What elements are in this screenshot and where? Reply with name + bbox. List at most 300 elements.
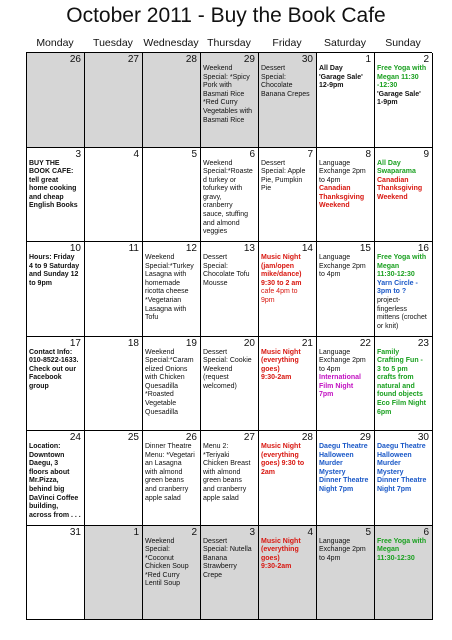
day-number: 7 (307, 148, 313, 160)
event-text-line: Vegetables with (203, 107, 253, 115)
event-block (29, 349, 83, 392)
event-text-line: DaVinci Coffee (29, 494, 79, 502)
event-text-line: 12-9pm (319, 82, 344, 90)
event-block (203, 538, 257, 581)
event-text-line: homemade (145, 279, 181, 287)
event-block (377, 349, 431, 418)
event-text-line: (everything (261, 357, 299, 365)
event-text-line: Free Yoga with (377, 65, 427, 72)
event-block (319, 374, 373, 400)
event-text-line: BUY THE (29, 159, 60, 167)
event-text-line: an Lasagna (145, 460, 182, 468)
event-text-line: Special:*Roaste (203, 168, 253, 176)
event-text-line: fingerless (377, 305, 407, 313)
event-block (377, 443, 431, 495)
event-block (377, 177, 431, 203)
day-number: 13 (243, 243, 255, 254)
event-text-line: Special: (145, 546, 170, 554)
event-text-line: to 4pm (319, 176, 341, 184)
event-block (145, 254, 199, 323)
event-text-line: Weekend (145, 348, 175, 356)
event-block (203, 160, 257, 237)
event-text-line: BOOK CAFE: (29, 168, 74, 176)
event-block (145, 538, 199, 590)
day-cell (375, 337, 433, 432)
event-block (261, 349, 315, 383)
weekday-label: Saturday (323, 37, 367, 49)
day-cell (143, 526, 201, 621)
event-text-line: Night 7pm (377, 485, 412, 493)
event-text-line: 4 to 9 Saturday (29, 262, 80, 270)
event-text-line: Weekend (203, 65, 233, 72)
event-block (377, 160, 431, 177)
event-block (261, 443, 315, 477)
event-text-line: Special:*Caram (145, 357, 194, 365)
event-text-line: veggies (203, 228, 228, 236)
event-block (261, 65, 315, 99)
event-text-line: *Roasted (145, 391, 174, 399)
event-text-line: Weekend (145, 537, 175, 545)
calendar-grid (26, 52, 432, 620)
day-number: 21 (301, 337, 313, 349)
event-text-line: Chocolate Tofu (203, 271, 250, 279)
day-cell (375, 431, 433, 526)
event-text-line: (everything (261, 451, 299, 459)
day-cell (201, 242, 259, 337)
day-number: 3 (249, 526, 255, 538)
event-text-line: floors about (29, 468, 70, 476)
event-text-line: Dinner Theatre (319, 477, 369, 485)
event-text-line: Crafting Fun - (377, 357, 423, 365)
day-cell (85, 526, 143, 621)
event-text-line: Dessert (261, 159, 286, 167)
event-block (29, 254, 83, 288)
event-text-line: Music Night (261, 254, 301, 261)
event-text-line: 'Garage Sale' (319, 73, 363, 81)
day-number: 29 (359, 432, 371, 443)
event-block (203, 443, 257, 503)
day-number: 31 (69, 526, 81, 538)
day-cell (259, 242, 317, 337)
event-text-line: Mr.Pizza, (29, 477, 59, 485)
event-block (261, 160, 315, 194)
event-text-line: Lasagna with (145, 305, 187, 313)
event-text-line: group (29, 382, 49, 390)
day-number: 4 (133, 148, 139, 160)
day-number: 27 (243, 432, 255, 443)
event-text-line: Dessert (261, 65, 286, 72)
event-block (377, 91, 431, 108)
day-cell (375, 148, 433, 243)
event-text-line: apple salad (203, 494, 239, 502)
event-text-line: (everything (261, 546, 299, 554)
event-text-line: goes) 9:30 to (261, 460, 305, 468)
day-number: 4 (307, 526, 313, 538)
event-block (145, 443, 199, 503)
event-text-line: Menu: *Vegetari (145, 451, 195, 459)
event-text-line: Basmati Rice (203, 116, 245, 124)
event-block (377, 280, 431, 297)
event-text-line: goes) (261, 554, 280, 562)
event-text-line: Pie (261, 185, 272, 193)
event-text-line: cranberry (203, 202, 233, 210)
event-text-line: ricotta cheese (145, 288, 189, 296)
day-number: 20 (243, 337, 255, 349)
day-cell (85, 431, 143, 526)
event-text-line: Dinner Theatre (377, 477, 427, 485)
event-text-line: 6pm (377, 408, 392, 416)
event-text-line: Special: Nutella (203, 546, 252, 554)
day-number: 28 (301, 432, 313, 443)
event-text-line: Weekend (203, 365, 233, 373)
event-text-line: Dessert (203, 537, 228, 545)
day-number: 16 (417, 243, 429, 254)
event-block (319, 443, 373, 495)
event-text-line: Language (319, 537, 351, 545)
day-number: 30 (301, 54, 313, 65)
event-text-line: Daegu, 3 (29, 460, 59, 468)
event-text-line: welcomed) (203, 382, 237, 390)
day-cell (259, 53, 317, 148)
day-number: 27 (127, 54, 139, 65)
event-block (319, 254, 373, 280)
event-text-line: Quesadilla (145, 382, 179, 390)
day-cell (317, 431, 375, 526)
event-text-line: Halloween (319, 451, 354, 459)
event-text-line: Special:*Turkey (145, 262, 194, 270)
day-number: 23 (417, 337, 429, 349)
event-text-line: 11:30-12:30 (377, 554, 415, 562)
event-text-line: Special: (203, 262, 228, 270)
event-text-line: Exchange 2pm (319, 546, 366, 554)
weekday-label: Sunday (385, 37, 421, 49)
event-text-line: Film Night (319, 382, 354, 390)
event-text-line: Free Yoga with (377, 537, 427, 545)
event-text-line: cafe 4pm to (261, 288, 298, 296)
event-text-line: Lentil Soup (145, 580, 181, 588)
day-cell (375, 526, 433, 621)
event-text-line: Quesadilla (145, 408, 179, 416)
day-cell (201, 53, 259, 148)
event-text-line: Megan (377, 262, 400, 270)
event-text-line: 9pm (261, 296, 275, 304)
event-block (377, 297, 431, 331)
event-text-line: Weekend (203, 159, 233, 167)
event-text-line: Weekend (319, 202, 350, 210)
event-text-line: tell great (29, 176, 59, 184)
day-number: 26 (69, 54, 81, 65)
event-block (377, 65, 431, 91)
day-number: 5 (191, 148, 197, 160)
day-number: 10 (69, 243, 81, 254)
event-text-line: Megan 11:30 (377, 73, 419, 81)
event-text-line: 3 to 5 pm (377, 365, 408, 373)
event-text-line: Canadian (319, 185, 351, 193)
event-text-line: Strawberry (203, 563, 237, 571)
event-text-line: and cranberry (145, 485, 189, 493)
day-cell (27, 53, 85, 148)
day-number: 30 (417, 432, 429, 443)
event-block (319, 185, 373, 211)
event-text-line: 2am (261, 468, 276, 476)
event-text-line: Facebook (29, 374, 62, 382)
event-text-line: Music Night (261, 348, 301, 356)
event-text-line: Mousse (203, 279, 228, 287)
event-text-line: Exchange 2pm (319, 168, 366, 176)
event-text-line: home cooking (29, 185, 77, 193)
event-text-line: Halloween (377, 451, 412, 459)
event-text-line: or knit) (377, 322, 399, 330)
day-number: 19 (185, 337, 197, 349)
event-text-line: goes) (261, 365, 280, 373)
day-number: 2 (191, 526, 197, 538)
event-block (261, 538, 315, 572)
event-text-line: Contact Info: (29, 348, 73, 356)
day-number: 1 (365, 54, 371, 65)
day-cell (317, 148, 375, 243)
event-text-line: and cranberry (203, 485, 247, 493)
day-number: 18 (127, 337, 139, 349)
event-text-line: Pie, Pumpkin (261, 176, 303, 184)
event-block (261, 288, 315, 305)
event-text-line: gravy, (203, 193, 222, 201)
event-text-line: found objects (377, 391, 423, 399)
event-text-line: Eco Film Night (377, 400, 426, 408)
event-text-line: Thanksgiving (319, 193, 365, 201)
day-number: 12 (185, 243, 197, 254)
event-text-line: Dinner Theatre (145, 443, 192, 450)
event-text-line: green beans (145, 477, 184, 485)
event-text-line: Thanksgiving (377, 185, 423, 193)
event-text-line: Swaparama (377, 168, 416, 176)
event-text-line: Chicken Soup (145, 563, 189, 571)
event-text-line: Dessert (203, 254, 228, 261)
day-cell (85, 53, 143, 148)
day-number: 9 (423, 148, 429, 160)
event-text-line: Yarn Circle - (377, 279, 418, 287)
event-text-line: 11:30-12:30 (377, 271, 415, 279)
event-text-line: to 9pm (29, 279, 52, 287)
event-block (377, 254, 431, 280)
weekday-label: Wednesday (143, 37, 199, 49)
day-cell (317, 337, 375, 432)
weekday-label: Thursday (207, 37, 251, 49)
calendar-title: October 2011 - Buy the Book Cafe (66, 4, 386, 27)
event-text-line: Basmati Rice (203, 90, 245, 98)
event-text-line: Music Night (261, 537, 301, 545)
event-block (261, 254, 315, 288)
event-text-line: Language (319, 348, 351, 356)
day-cell (259, 526, 317, 621)
day-cell (201, 337, 259, 432)
event-text-line: *Coconut (145, 554, 174, 562)
event-text-line: English Books (29, 202, 78, 210)
day-cell (259, 431, 317, 526)
day-cell (143, 148, 201, 243)
event-text-line: Free Yoga with (377, 254, 427, 261)
event-text-line: Murder (377, 460, 401, 468)
day-cell (259, 148, 317, 243)
event-text-line: Vegetable (145, 400, 177, 408)
event-text-line: and almond (203, 219, 240, 227)
event-text-line: to 4pm (319, 365, 341, 373)
event-text-line: Location: (29, 443, 61, 450)
event-text-line: Weekend (145, 254, 175, 261)
day-cell (143, 431, 201, 526)
event-block (145, 349, 199, 418)
event-text-line: 010-8522-1633. (29, 357, 79, 365)
event-text-line: -12:30 (377, 82, 398, 90)
event-text-line: (request (203, 374, 229, 382)
event-block (319, 538, 373, 564)
event-text-line: Banana Crepes (261, 90, 310, 98)
day-cell (201, 431, 259, 526)
event-block (203, 349, 257, 392)
event-text-line: and cheap (29, 193, 64, 201)
event-text-line: Crepe (203, 571, 223, 579)
day-cell (27, 431, 85, 526)
day-number: 6 (249, 148, 255, 160)
event-text-line: natural and (377, 382, 415, 390)
event-text-line: *Red Curry (203, 99, 238, 107)
event-text-line: Dessert (203, 348, 228, 356)
day-cell (317, 242, 375, 337)
event-text-line: apple salad (145, 494, 181, 502)
day-cell (317, 53, 375, 148)
event-block (29, 443, 83, 520)
day-number: 28 (185, 54, 197, 65)
event-text-line: Special: *Spicy (203, 73, 250, 81)
day-number: 2 (423, 54, 429, 65)
event-block (29, 160, 83, 212)
event-text-line: across from . . . (29, 511, 81, 519)
day-number: 14 (301, 243, 313, 254)
event-text-line: Weekend (377, 193, 408, 201)
event-text-line: to 4pm (319, 554, 341, 562)
event-text-line: Daegu Theatre (377, 443, 426, 450)
event-text-line: Chicken Breast (203, 460, 251, 468)
event-text-line: 9:30 to 2 am (261, 279, 302, 287)
day-cell (375, 53, 433, 148)
event-text-line: elized Onions (145, 365, 188, 373)
event-text-line: behind big (29, 485, 65, 493)
event-text-line: project- (377, 296, 401, 304)
event-text-line: Family (377, 348, 400, 356)
weekday-label: Friday (272, 37, 302, 49)
event-text-line: (jam/open (261, 262, 295, 270)
event-text-line: 9:30-2am (261, 374, 292, 382)
event-block (377, 538, 431, 564)
day-number: 11 (128, 243, 139, 254)
day-cell (259, 337, 317, 432)
event-text-line: Tofu (145, 314, 159, 322)
day-cell (27, 148, 85, 243)
day-number: 29 (243, 54, 255, 65)
event-text-line: with almond (145, 468, 183, 476)
day-number: 15 (359, 243, 371, 254)
day-number: 5 (365, 526, 371, 538)
event-text-line: *Vegetarian (145, 296, 182, 304)
weekday-label: Monday (36, 37, 74, 49)
day-cell (317, 526, 375, 621)
day-cell (85, 337, 143, 432)
event-text-line: International (319, 374, 362, 382)
event-text-line: with almond (203, 468, 241, 476)
event-text-line: Downtown (29, 451, 65, 459)
event-text-line: Lasagna with (145, 271, 187, 279)
event-text-line: Exchange 2pm (319, 262, 366, 270)
event-text-line: to 4pm (319, 271, 341, 279)
event-text-line: All Day (377, 159, 401, 167)
event-text-line: Daegu Theatre (319, 443, 368, 450)
event-text-line: Language (319, 159, 351, 167)
day-cell (85, 148, 143, 243)
weekday-header (26, 37, 432, 50)
day-number: 26 (185, 432, 197, 443)
day-cell (143, 53, 201, 148)
event-text-line: d turkey or (203, 176, 237, 184)
event-text-line: All Day (319, 65, 343, 72)
day-cell (143, 242, 201, 337)
day-cell (27, 526, 85, 621)
event-text-line: Chocolate (261, 82, 293, 90)
event-text-line: 'Garage Sale' (377, 90, 421, 98)
day-cell (85, 242, 143, 337)
event-text-line: Pork with (203, 82, 232, 90)
day-number: 25 (127, 432, 139, 443)
event-text-line: Music Night (261, 443, 301, 450)
event-text-line: 9:30-2am (261, 563, 292, 571)
event-text-line: Special: Apple (261, 168, 306, 176)
weekday-label: Tuesday (93, 37, 133, 49)
event-text-line: Mystery (319, 468, 346, 476)
day-number: 6 (423, 526, 429, 538)
event-text-line: Murder (319, 460, 343, 468)
event-text-line: Special: Cookie (203, 357, 252, 365)
event-text-line: Night 7pm (319, 485, 354, 493)
event-text-line: building, (29, 503, 59, 511)
day-cell (201, 526, 259, 621)
day-cell (201, 148, 259, 243)
event-text-line: *Teriyaki (203, 451, 230, 459)
event-block (203, 254, 257, 288)
event-text-line: Canadian (377, 176, 409, 184)
event-text-line: Language (319, 254, 351, 261)
day-number: 8 (365, 148, 371, 160)
event-block (319, 65, 373, 91)
event-block (319, 349, 373, 375)
day-number: 3 (75, 148, 81, 160)
event-text-line: Check out our (29, 365, 77, 373)
event-text-line: and Sunday 12 (29, 271, 79, 279)
day-number: 17 (69, 337, 81, 349)
event-text-line: crafts from (377, 374, 414, 382)
event-text-line: *Red Curry (145, 571, 180, 579)
event-text-line: with Chicken (145, 374, 185, 382)
event-block (319, 160, 373, 186)
event-text-line: 3pm to ? (377, 288, 407, 296)
day-cell (143, 337, 201, 432)
day-cell (27, 337, 85, 432)
day-cell (27, 242, 85, 337)
event-text-line: mike/dance) (261, 271, 302, 279)
event-text-line: mittens (crochet (377, 314, 427, 322)
event-text-line: Exchange 2pm (319, 357, 366, 365)
event-block (203, 65, 257, 125)
event-text-line: Megan (377, 546, 400, 554)
event-text-line: 7pm (319, 391, 334, 399)
event-text-line: Hours: Friday (29, 254, 75, 261)
